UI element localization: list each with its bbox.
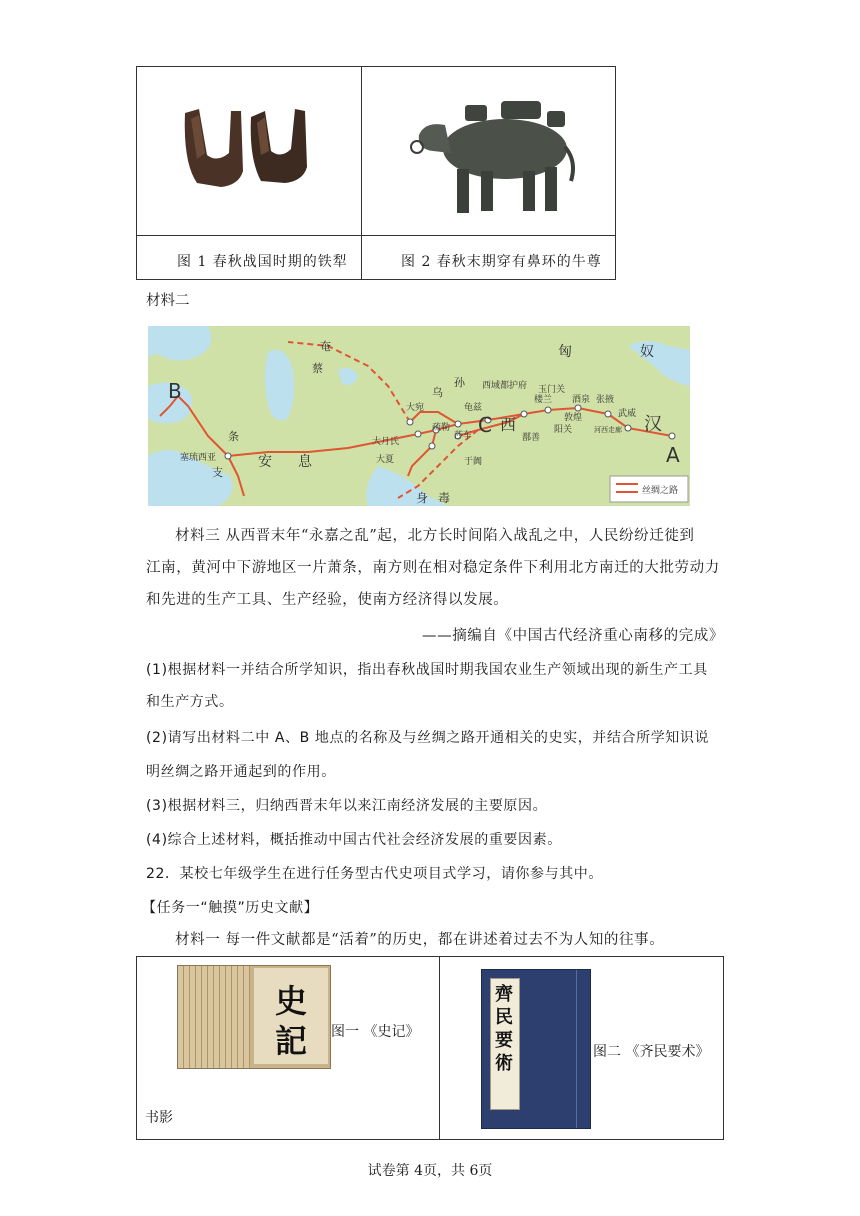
map-label-wusun-2: 孙 bbox=[454, 376, 465, 389]
shiji-cover bbox=[254, 968, 328, 1064]
map-label-dayuan: 大宛 bbox=[406, 403, 425, 413]
map-label-qiuci: 龟兹 bbox=[464, 403, 483, 413]
map-label-dunhuang: 敦煌 bbox=[564, 413, 583, 423]
shiji-cover-char-1: 史 bbox=[274, 982, 307, 1020]
shiji-cover-char-2: 記 bbox=[274, 1022, 307, 1060]
question-2b: 明丝绸之路开通起到的作用。 bbox=[146, 764, 336, 780]
material3-source: ——摘编自《中国古代经济重心南移的完成》 bbox=[422, 628, 724, 644]
map-label-shule: 疏勒 bbox=[432, 423, 451, 433]
book2-caption: 图二 《齐民要术》 bbox=[593, 1044, 710, 1060]
book-binding-line bbox=[576, 970, 577, 1128]
map-label-c: C bbox=[478, 413, 492, 437]
iron-plough-image bbox=[177, 103, 317, 193]
map-label-xi: 西 bbox=[500, 415, 517, 434]
material3-para1: 材料三 从西晋末年“永嘉之乱”起，北方长时间陷入战乱之中，人民纷纷迁徙到 bbox=[175, 528, 695, 544]
ox-zun-vessel-image bbox=[405, 91, 575, 221]
material3-para2: 江南，黄河中下游地区一片萧条，南方则在相对稳定条件下利用北方南迁的大批劳动力 bbox=[146, 560, 720, 576]
map-label-dayuezhi: 大月氏 bbox=[372, 437, 400, 447]
map-label-xiongnu-2: 奴 bbox=[640, 344, 654, 360]
book1-caption: 图一 《史记》 bbox=[331, 1024, 420, 1040]
figure1-caption: 图 1 春秋战国时期的铁犁 bbox=[177, 254, 348, 270]
question-1b: 和生产方式。 bbox=[146, 694, 234, 710]
table-divider bbox=[439, 957, 440, 1139]
question-3: (3)根据材料三，归纳西晋末年以来江南经济发展的主要原因。 bbox=[146, 798, 548, 814]
map-label-xiongnu-1: 匈 bbox=[558, 344, 572, 360]
page-footer: 试卷第 4页，共 6页 bbox=[367, 1163, 493, 1179]
map-label-yangguan: 阳关 bbox=[554, 425, 573, 435]
map-label-daxia: 大夏 bbox=[376, 455, 395, 465]
map-label-hexi: 河西走廊 bbox=[594, 426, 622, 434]
qiminyaoshu-title-slip bbox=[490, 978, 520, 1110]
map-label-b: B bbox=[168, 379, 182, 403]
task1-heading: 【任务一“触摸”历史文献】 bbox=[142, 900, 319, 916]
map-label-yan: 奄 bbox=[320, 340, 331, 353]
map-label-han: 汉 bbox=[644, 414, 662, 435]
books-table bbox=[136, 956, 724, 1140]
map-label-anxi-1: 安 bbox=[258, 454, 272, 470]
material3-para3: 和先进的生产工具、生产经验，使南方经济得以发展。 bbox=[146, 592, 509, 608]
table-divider bbox=[361, 67, 362, 279]
map-label-jiuquan: 酒泉 bbox=[572, 395, 591, 405]
map-label-yutian: 于阗 bbox=[464, 457, 483, 467]
qiminyaoshu-book-image bbox=[481, 969, 591, 1129]
book1-caption-continued: 书影 bbox=[145, 1110, 173, 1126]
map-label-xiyu: 西域都护府 bbox=[482, 381, 528, 391]
figure2-caption: 图 2 春秋末期穿有鼻环的牛尊 bbox=[401, 254, 602, 270]
map-label-yumenguan: 玉门关 bbox=[538, 385, 566, 395]
map-label-anxi-2: 息 bbox=[298, 454, 312, 470]
map-label-cai: 蔡 bbox=[312, 362, 323, 375]
map-label-tiaozhi-2: 支 bbox=[212, 466, 223, 479]
shiji-text-page bbox=[178, 966, 250, 1068]
map-label-seleucia: 塞琉西亚 bbox=[180, 453, 217, 463]
map-label-shanshan: 鄯善 bbox=[522, 433, 541, 443]
shiji-book-image bbox=[177, 965, 331, 1069]
map-label-wusun-1: 乌 bbox=[432, 386, 443, 399]
map-label-a: A bbox=[666, 443, 680, 467]
map-label-wuwei: 武威 bbox=[618, 409, 637, 419]
silk-road-map bbox=[148, 326, 690, 506]
material2-label: 材料二 bbox=[146, 293, 190, 309]
map-label-shendu-1: 身 bbox=[416, 491, 429, 505]
qiminyaoshu-cover-text: 齊民要術 bbox=[495, 984, 513, 1074]
map-legend-label: 丝绸之路 bbox=[642, 486, 679, 496]
map-label-loulan: 楼兰 bbox=[534, 395, 553, 405]
task1-material: 材料一 每一件文献都是“活着”的历史，都在讲述着过去不为人知的往事。 bbox=[175, 932, 665, 948]
map-label-shendu-2: 毒 bbox=[438, 491, 451, 505]
map-label-zhangye: 张掖 bbox=[596, 395, 615, 405]
table-divider bbox=[137, 235, 615, 236]
figures-table bbox=[136, 66, 616, 280]
question-22: 22．某校七年级学生在进行任务型古代史项目式学习，请你参与其中。 bbox=[146, 866, 604, 882]
question-2a: (2)请写出材料二中 A、B 地点的名称及与丝绸之路开通相关的史实，并结合所学知识说 bbox=[146, 730, 710, 746]
map-label-tiaozhi-1: 条 bbox=[228, 430, 239, 443]
question-1a: (1)根据材料一并结合所学知识，指出春秋战国时期我国农业生产领域出现的新生产工具 bbox=[146, 662, 708, 678]
question-4: (4)综合上述材料，概括推动中国古代社会经济发展的重要因素。 bbox=[146, 832, 562, 848]
map-label-shache: 莎车 bbox=[454, 431, 473, 441]
